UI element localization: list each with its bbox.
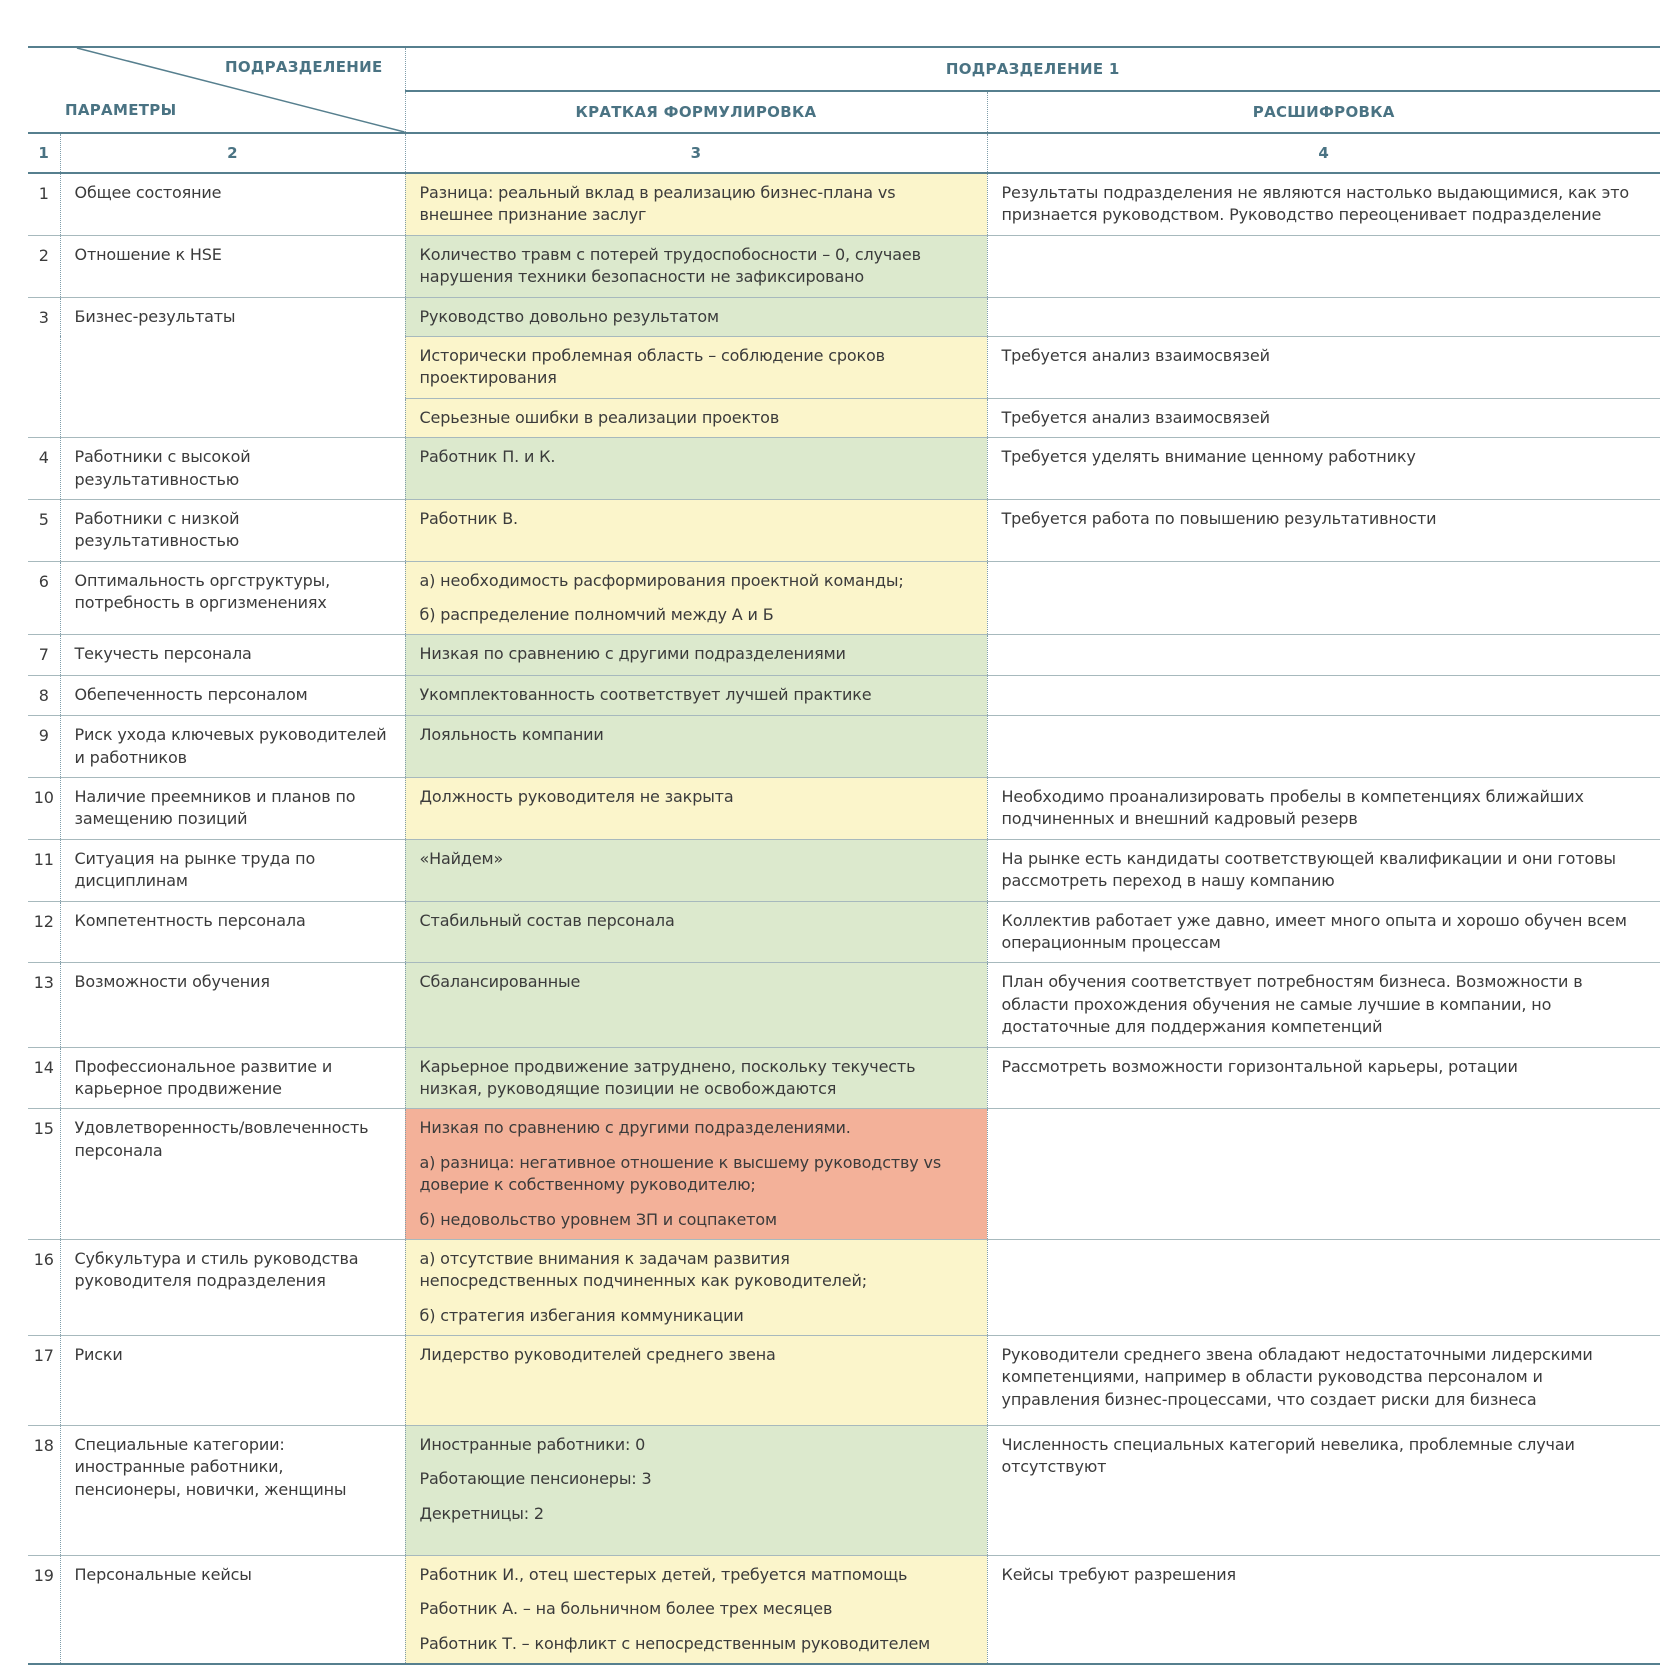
parameter-cell: Компетентность персонала	[60, 901, 405, 963]
column-number: 3	[405, 133, 987, 173]
short-formulation-cell: Исторически проблемная область – соблюдение сроков проектирования	[405, 336, 987, 398]
table-row	[28, 1556, 1660, 1665]
cell-paragraph: Работник И., отец шестерых детей, требуется матпомощь	[419, 1565, 908, 1585]
cell-paragraph: а) отсутствие внимания к задачам развития непосредственных подчиненных как руководителей;	[419, 1248, 867, 1291]
row-number-cell: 2	[28, 235, 60, 297]
row-number-cell: 15	[28, 1109, 60, 1240]
detail-cell: Численность специальных категорий невелика, проблемные случаи отсутствуют	[987, 1426, 1660, 1556]
parameter-cell: Оптимальность оргструктуры, потребность в оргизменениях	[60, 561, 405, 635]
detail-cell: Коллектив работает уже давно, имеет много опыта и хорошо обучен всем операционным процессам	[987, 901, 1660, 963]
parameter-cell: Работники с высокой результативностью	[60, 438, 405, 500]
detail-cell	[987, 235, 1660, 297]
parameter-cell: Отношение к HSE	[60, 235, 405, 297]
cell-paragraph: б) недовольство уровнем ЗП и соцпакетом	[419, 1209, 777, 1229]
assessment-matrix-table	[28, 46, 1660, 1665]
row-number-cell: 10	[28, 778, 60, 840]
detail-cell	[987, 297, 1660, 336]
row-number-cell: 7	[28, 635, 60, 675]
detail-cell	[987, 1239, 1660, 1335]
short-formulation-cell: Количество травм с потерей трудоспобосности – 0, случаев нарушения техники безопасности не зафиксировано	[405, 235, 987, 297]
detail-cell	[987, 675, 1660, 715]
short-formulation-cell: Работник В.	[405, 499, 987, 561]
detail-cell: Требуется работа по повышению результативности	[987, 499, 1660, 561]
table-row	[28, 716, 1660, 778]
parameter-cell: Работники с низкой результативностью	[60, 499, 405, 561]
detail-cell	[987, 716, 1660, 778]
detail-cell: Руководители среднего звена обладают недостаточными лидерскими компетенциями, например в области руководства персоналом и управления бизнес-процессами, что создает риски для бизнеса	[987, 1336, 1660, 1426]
table-row	[28, 839, 1660, 901]
short-formulation-cell: Руководство довольно результатом	[405, 297, 987, 336]
row-number-cell: 3	[28, 297, 60, 438]
detail-cell: Требуется анализ взаимосвязей	[987, 398, 1660, 437]
short-formulation-cell	[405, 1239, 987, 1335]
table-row	[28, 1239, 1660, 1335]
short-formulation-cell: Серьезные ошибки в реализации проектов	[405, 398, 987, 437]
row-number-cell: 19	[28, 1556, 60, 1665]
cell-paragraph: Работник А. – на больничном более трех месяцев	[419, 1599, 833, 1619]
row-number-cell: 4	[28, 438, 60, 500]
table-row	[28, 778, 1660, 840]
table-row	[28, 561, 1660, 635]
corner-label-parameters: ПАРАМЕТРЫ	[65, 101, 177, 119]
corner-label-division: ПОДРАЗДЕЛЕНИЕ	[225, 58, 383, 76]
table-row	[28, 499, 1660, 561]
short-formulation-cell: Низкая по сравнению с другими подразделениями	[405, 635, 987, 675]
short-formulation-header: КРАТКАЯ ФОРМУЛИРОВКА	[405, 91, 987, 133]
table-row	[28, 901, 1660, 963]
detail-cell: Необходимо проанализировать пробелы в компетенциях ближайших подчиненных и внешний кадровый резерв	[987, 778, 1660, 840]
table-row	[28, 635, 1660, 675]
row-number-cell: 6	[28, 561, 60, 635]
table-row	[28, 675, 1660, 715]
table-row	[28, 297, 1660, 336]
row-number-cell: 9	[28, 716, 60, 778]
detail-cell: Кейсы требуют разрешения	[987, 1556, 1660, 1665]
row-number-cell: 5	[28, 499, 60, 561]
parameter-cell: Субкультура и стиль руководства руководителя подразделения	[60, 1239, 405, 1335]
row-number-cell: 13	[28, 963, 60, 1047]
header-row-numbers	[28, 133, 1660, 173]
row-number-cell: 17	[28, 1336, 60, 1426]
corner-header-cell	[28, 47, 405, 133]
parameter-cell: Наличие преемников и планов по замещению позиций	[60, 778, 405, 840]
cell-paragraph: Иностранные работники: 0	[419, 1435, 646, 1455]
short-formulation-cell: Лидерство руководителей среднего звена	[405, 1336, 987, 1426]
short-formulation-cell: Должность руководителя не закрыта	[405, 778, 987, 840]
short-formulation-cell	[405, 1109, 987, 1240]
detail-cell	[987, 1109, 1660, 1240]
detail-header: РАСШИФРОВКА	[987, 91, 1660, 133]
column-number: 2	[60, 133, 405, 173]
short-formulation-cell: Укомплектованность соответствует лучшей практике	[405, 675, 987, 715]
parameter-cell: Специальные категории: иностранные работники, пенсионеры, новички, женщины	[60, 1426, 405, 1556]
detail-cell: План обучения соответствует потребностям бизнеса. Возможности в области прохождения обучения не самые лучшие в компании, но достаточные для поддержания компетенций	[987, 963, 1660, 1047]
cell-paragraph: а) разница: негативное отношение к высшему руководству vs доверие к собственному руководителю;	[419, 1152, 942, 1195]
parameter-cell: Персональные кейсы	[60, 1556, 405, 1665]
table-header	[28, 47, 1660, 173]
short-formulation-cell: Сбалансированные	[405, 963, 987, 1047]
parameter-cell: Удовлетворенность/вовлеченность персонала	[60, 1109, 405, 1240]
parameter-cell: Ситуация на рынке труда по дисциплинам	[60, 839, 405, 901]
parameter-cell: Общее состояние	[60, 173, 405, 235]
division-1-header: ПОДРАЗДЕЛЕНИЕ 1	[405, 47, 1660, 91]
short-formulation-cell: Работник П. и К.	[405, 438, 987, 500]
table-row	[28, 235, 1660, 297]
parameter-cell: Текучесть персонала	[60, 635, 405, 675]
parameter-cell: Риски	[60, 1336, 405, 1426]
detail-cell: Требуется уделять внимание ценному работнику	[987, 438, 1660, 500]
short-formulation-cell	[405, 1556, 987, 1665]
parameter-cell: Профессиональное развитие и карьерное продвижение	[60, 1047, 405, 1109]
short-formulation-cell: «Найдем»	[405, 839, 987, 901]
parameter-cell: Обепеченность персоналом	[60, 675, 405, 715]
cell-paragraph: Работник Т. – конфликт с непосредственным руководителем	[419, 1633, 931, 1653]
detail-cell: Результаты подразделения не являются настолько выдающимися, как это признается руководством. Руководство переоценивает подразделение	[987, 173, 1660, 235]
detail-cell: Рассмотреть возможности горизонтальной карьеры, ротации	[987, 1047, 1660, 1109]
short-formulation-cell: Лояльность компании	[405, 716, 987, 778]
cell-paragraph: Работающие пенсионеры: 3	[419, 1469, 652, 1489]
column-number: 1	[28, 133, 60, 173]
parameter-cell: Бизнес-результаты	[60, 297, 405, 438]
table-body	[28, 173, 1660, 1664]
row-number-cell: 1	[28, 173, 60, 235]
short-formulation-cell	[405, 1426, 987, 1556]
table-row	[28, 1336, 1660, 1426]
short-formulation-cell	[405, 561, 987, 635]
detail-cell	[987, 635, 1660, 675]
parameter-cell: Возможности обучения	[60, 963, 405, 1047]
row-number-cell: 8	[28, 675, 60, 715]
table-row	[28, 1047, 1660, 1109]
header-row-group	[28, 47, 1660, 91]
row-number-cell: 12	[28, 901, 60, 963]
cell-paragraph: а) необходимость расформирования проектной команды;	[419, 570, 904, 590]
detail-cell	[987, 561, 1660, 635]
table-row	[28, 963, 1660, 1047]
table-row	[28, 1426, 1660, 1556]
short-formulation-cell: Стабильный состав персонала	[405, 901, 987, 963]
detail-cell: Требуется анализ взаимосвязей	[987, 336, 1660, 398]
table-row	[28, 1109, 1660, 1240]
short-formulation-cell: Разница: реальный вклад в реализацию бизнес-плана vs внешнее признание заслуг	[405, 173, 987, 235]
row-number-cell: 16	[28, 1239, 60, 1335]
row-number-cell: 18	[28, 1426, 60, 1556]
cell-paragraph: б) распределение полномчий между А и Б	[419, 605, 774, 625]
cell-paragraph: Декретницы: 2	[419, 1503, 544, 1523]
page	[0, 46, 1666, 1653]
detail-cell: На рынке есть кандидаты соответствующей квалификации и они готовы рассмотреть переход в нашу компанию	[987, 839, 1660, 901]
row-number-cell: 14	[28, 1047, 60, 1109]
cell-paragraph: б) стратегия избегания коммуникации	[419, 1305, 744, 1325]
table-row	[28, 438, 1660, 500]
cell-paragraph: Низкая по сравнению с другими подразделениями.	[419, 1118, 851, 1138]
parameter-cell: Риск ухода ключевых руководителей и работников	[60, 716, 405, 778]
row-number-cell: 11	[28, 839, 60, 901]
short-formulation-cell: Карьерное продвижение затруднено, поскольку текучесть низкая, руководящие позиции не освобождаются	[405, 1047, 987, 1109]
table-row	[28, 173, 1660, 235]
column-number: 4	[987, 133, 1660, 173]
